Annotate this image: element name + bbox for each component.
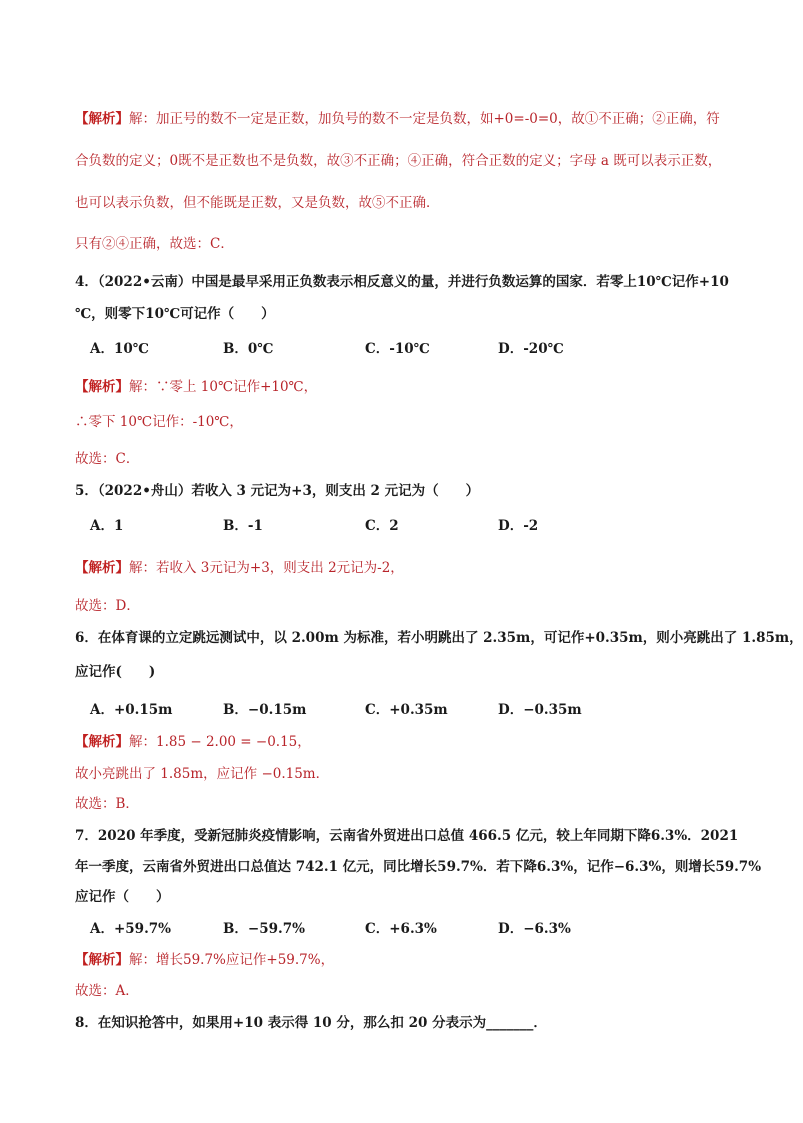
option-b: B．-1: [223, 518, 263, 534]
analysis-3-line-1: 【解析】解：加正号的数不一定是正数，加负号的数不一定是负数，如+0=-0=0，故①不正确；②正确，符: [75, 111, 720, 127]
analysis-3-line-2: 合负数的定义；0既不是正数也不是负数，故③不正确；④正确，符合正数的定义；字母 a 既可以表示正数，: [75, 153, 722, 169]
question-7-line-1: 7．2020 年季度，受新冠肺炎疫情影响，云南省外贸进出口总值 466.5 亿元，较上年同期下降6.3%．2021: [75, 828, 739, 844]
option-d: D．−6.3%: [498, 921, 571, 937]
option-d: D．−0.35m: [498, 702, 582, 718]
analysis-6-line-2: 故小亮跳出了 1.85m，应记作 −0.15m．: [75, 766, 330, 782]
option-d: D．-20℃: [498, 341, 564, 357]
question-5-line-1: 5．（2022•舟山）若收入 3 元记为+3，则支出 2 元记为（ ）: [75, 483, 480, 499]
option-c: C．-10℃: [365, 341, 430, 357]
analysis-4-line-1: 【解析】解：∵零上 10℃记作+10℃，: [75, 379, 318, 395]
question-8-line-1: 8．在知识抢答中，如果用+10 表示得 10 分，那么扣 20 分表示为_______．: [75, 1015, 547, 1031]
option-b: B．−59.7%: [223, 921, 305, 937]
question-4-line-1: 4．（2022•云南）中国是最早采用正负数表示相反意义的量，并进行负数运算的国家．若零上10℃记作+10: [75, 274, 729, 290]
analysis-6-line-3: 故选：B．: [75, 796, 139, 812]
analysis-4-line-3: 故选：C．: [75, 451, 140, 467]
analysis-3-line-4: 只有②④正确，故选：C．: [75, 236, 234, 252]
analysis-4-line-2: ∴零下 10℃记作：-10℃，: [75, 414, 243, 430]
option-a: A．+59.7%: [90, 921, 171, 937]
question-7-line-2: 年一季度，云南省外贸进出口总值达 742.1 亿元，同比增长59.7%．若下降6.3%，记作−6.3%，则增长59.7%: [75, 859, 762, 875]
question-7-line-3: 应记作（ ）: [75, 889, 170, 905]
option-b: B．−0.15m: [223, 702, 307, 718]
option-b: B．0℃: [223, 341, 274, 357]
question-4-line-2: ℃，则零下10℃可记作（ ）: [75, 306, 275, 322]
option-a: A．+0.15m: [90, 702, 173, 718]
analysis-tag: 【解析】: [75, 111, 129, 127]
option-a: A．10℃: [90, 341, 149, 357]
option-c: C．2: [365, 518, 399, 534]
analysis-5-line-2: 故选：D．: [75, 598, 140, 614]
analysis-6-line-1: 【解析】解：1.85 − 2.00 = −0.15，: [75, 734, 311, 750]
option-d: D．-2: [498, 518, 539, 534]
option-c: C．+0.35m: [365, 702, 448, 718]
option-a: A．1: [90, 518, 124, 534]
question-6-line-2: 应记作( ): [75, 664, 156, 680]
analysis-7-line-2: 故选：A．: [75, 983, 139, 999]
option-c: C．+6.3%: [365, 921, 437, 937]
question-6-line-1: 6．在体育课的立定跳远测试中，以 2.00m 为标准，若小明跳出了 2.35m，可记作+0.35m，则小亮跳出了 1.85m，: [75, 630, 803, 646]
analysis-3-line-3: 也可以表示负数，但不能既是正数，又是负数，故⑤不正确．: [75, 195, 440, 211]
analysis-5-line-1: 【解析】解：若收入 3元记为+3，则支出 2元记为-2，: [75, 560, 404, 576]
analysis-7-line-1: 【解析】解：增长59.7%应记作+59.7%，: [75, 952, 335, 968]
